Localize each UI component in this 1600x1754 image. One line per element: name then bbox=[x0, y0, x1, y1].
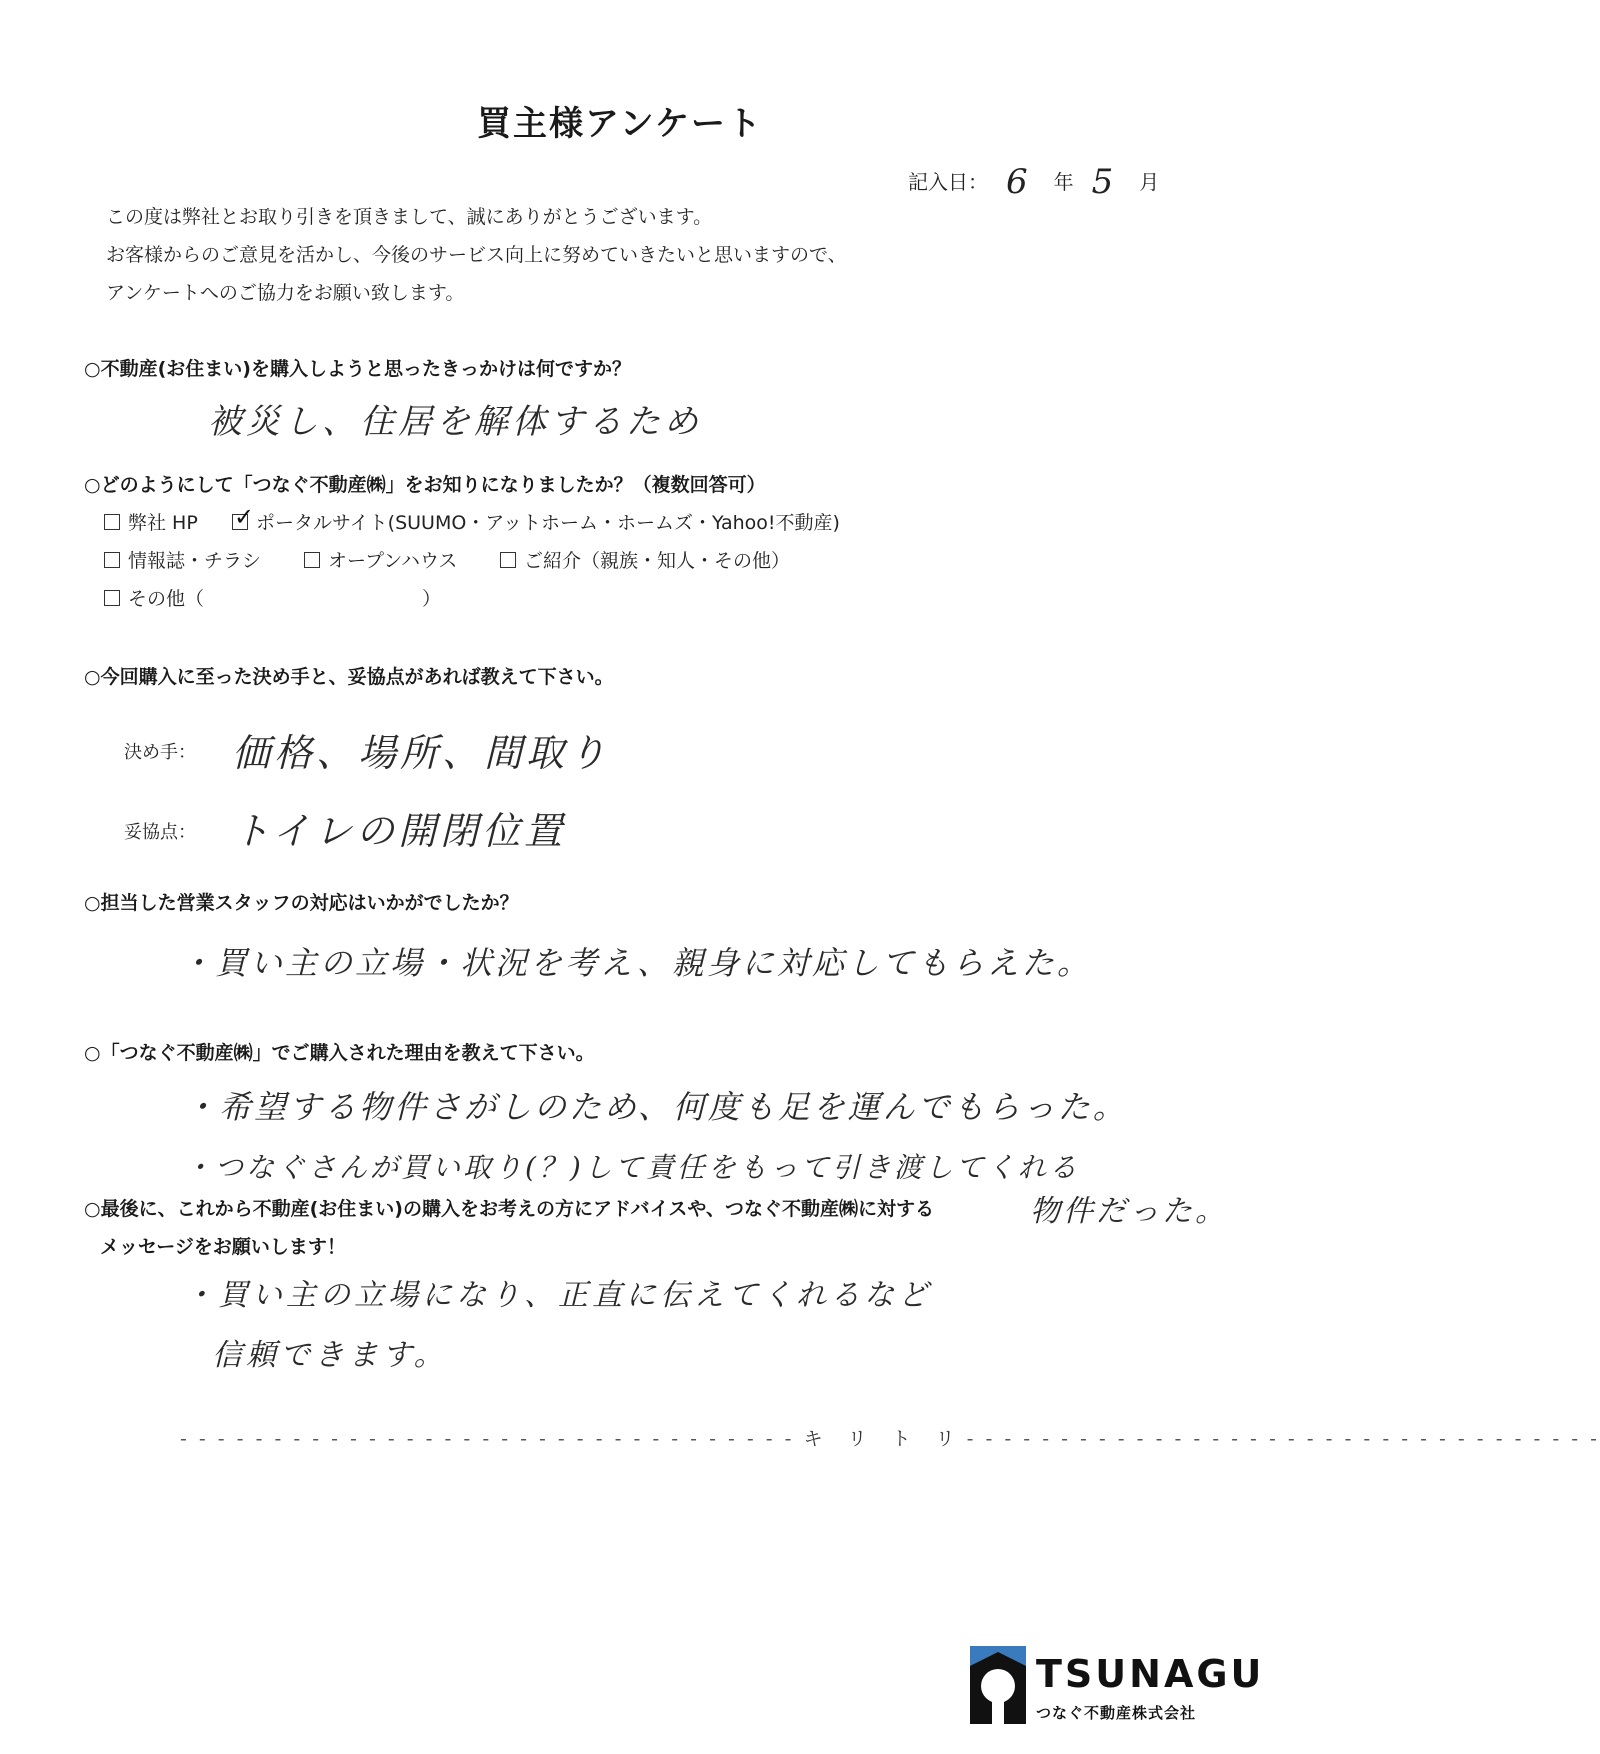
checkbox[interactable] bbox=[500, 552, 516, 568]
intro-line: この度は弊社とお取り引きを頂きまして、誠にありがとうございます。 bbox=[106, 206, 713, 228]
answer-reason-2: ・つなぐさんが買い取り(？)して責任をもって引き渡してくれる bbox=[184, 1151, 1080, 1184]
date-month-value: 5 bbox=[1091, 162, 1114, 202]
decision-answer: 価格、場所、間取り bbox=[232, 731, 611, 775]
logo-brand: TSUNAGU bbox=[1036, 1652, 1265, 1696]
entry-date bbox=[908, 162, 1159, 202]
checkbox[interactable] bbox=[304, 552, 320, 568]
date-year-value: 6 bbox=[1006, 162, 1028, 202]
checkbox[interactable] bbox=[104, 552, 120, 568]
question-motivation: ○不動産(お住まい)を購入しようと思ったきっかけは何ですか？ bbox=[84, 358, 631, 380]
date-label: 記入日： bbox=[908, 170, 988, 194]
logo-mark-stem bbox=[992, 1686, 1004, 1724]
option-referral[interactable]: ご紹介（親族・知人・その他） bbox=[500, 546, 790, 573]
answer-reason-3: 物件だった。 bbox=[1030, 1194, 1228, 1229]
answer-motivation: 被災し、住居を解体するため bbox=[208, 402, 702, 442]
logo-company-name: つなぐ不動産株式会社 bbox=[1036, 1704, 1197, 1722]
answer-reason-1: ・希望する物件さがしのため、何度も足を運んでもらった。 bbox=[184, 1088, 1128, 1126]
date-month-unit: 月 bbox=[1139, 170, 1160, 194]
option-magazine-flyer[interactable]: 情報誌・チラシ bbox=[104, 546, 261, 573]
checkbox-checked[interactable] bbox=[232, 514, 248, 530]
question-message: ○最後に、これから不動産(お住まい)の購入をお考えの方にアドバイスや、つなぐ不動産㈱に対する bbox=[84, 1198, 934, 1220]
compromise-answer: トイレの開閉位置 bbox=[232, 809, 567, 853]
question-reason: ○「つなぐ不動産㈱」でご購入された理由を教えて下さい。 bbox=[84, 1042, 595, 1064]
compromise-label: 妥協点： bbox=[124, 822, 196, 843]
date-year-unit: 年 bbox=[1053, 170, 1074, 194]
intro-line: お客様からのご意見を活かし、今後のサービス向上に努めていきたいと思いますので、 bbox=[106, 244, 847, 266]
question-decision: ○今回購入に至った決め手と、妥協点があれば教えて下さい。 bbox=[84, 666, 614, 688]
option-company-hp[interactable]: 弊社 HP bbox=[104, 508, 198, 535]
decision-label: 決め手： bbox=[124, 742, 196, 763]
page-title: 買主様アンケート bbox=[477, 104, 763, 144]
cut-line: - - - - - - - - - - - - - - - - - - - - - - - - - - - - - - - - - キ リ ト リ - - - - - - - - - - - - - - - - - - - - - - - - - - - - - - - - - - bbox=[180, 1428, 1600, 1450]
option-other-close: ） bbox=[422, 588, 442, 610]
intro-line: アンケートへのご協力をお願い致します。 bbox=[106, 282, 465, 304]
question-how-known: ○どのようにして「つなぐ不動産㈱」をお知りになりましたか？（複数回答可） bbox=[84, 474, 766, 496]
answer-message-1: ・買い主の立場になり、正直に伝えてくれるなど bbox=[184, 1278, 932, 1313]
option-open-house[interactable]: オープンハウス bbox=[304, 546, 457, 573]
question-staff: ○担当した営業スタッフの対応はいかがでしたか？ bbox=[84, 892, 519, 914]
option-other[interactable]: その他（ bbox=[104, 584, 204, 611]
question-message-2: メッセージをお願いします！ bbox=[100, 1236, 346, 1258]
checkbox[interactable] bbox=[104, 590, 120, 606]
cut-line-text: キ リ ト リ bbox=[803, 1428, 958, 1450]
option-portal-site[interactable]: ✓ ポータルサイト(SUUMO・アットホーム・ホームズ・Yahoo!不動産) bbox=[232, 508, 840, 535]
answer-staff: ・買い主の立場・状況を考え、親身に対応してもらえた。 bbox=[180, 944, 1092, 982]
answer-message-2: 信頼できます。 bbox=[212, 1338, 448, 1373]
checkbox[interactable] bbox=[104, 514, 120, 530]
